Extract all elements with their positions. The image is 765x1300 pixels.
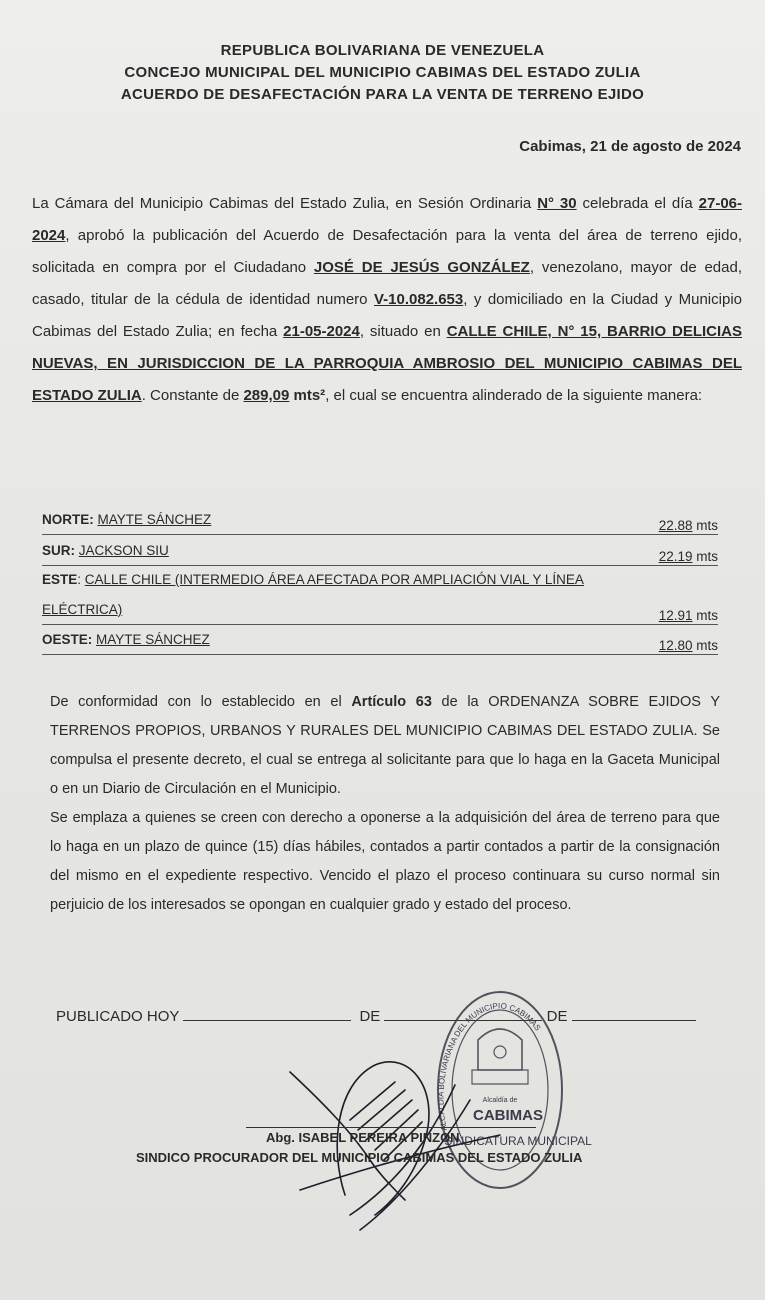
summons-paragraph: Se emplaza a quienes se creen con derecho a oponerse a la adquisición del área de terreno para que lo haga en un plazo de quince (15) días hábiles, contados a partir contados a partir de la consignación del mismo en el expediente respectivo. Vencido el plazo el proceso continuara su curso normal sin perjuicio de los interesados se opongan en cualquier grado y estado del proceso. bbox=[50, 810, 720, 913]
document-date: Cabimas, 21 de agosto de 2024 bbox=[519, 138, 741, 155]
intro-text: , aprobó la publicación del Acuerdo de Desafectación para la venta del área de terreno ejido, solicitada en compra por el Ciudadano bbox=[32, 227, 742, 276]
body-text: de la ORDENANZA SOBRE EJIDOS Y TERRENOS PROPIOS, URBANOS Y RURALES DEL MUNICIPIO CABIMAS DEL ESTADO ZULIA. Se compulsa el presente decreto, el cual se entrega al solicitante para que lo haga en la Gaceta Municipal o en un Diario de Circulación en el Municipio. bbox=[50, 694, 720, 797]
header-line-2: CONCEJO MUNICIPAL DEL MUNICIPIO CABIMAS DEL ESTADO ZULIA bbox=[124, 64, 641, 81]
intro-text: . Constante de bbox=[141, 387, 244, 404]
intro-text: , el cual se encuentra alinderado de la siguiente manera: bbox=[325, 387, 703, 404]
boundary-unit: mts bbox=[692, 549, 718, 564]
published-label: PUBLICADO HOY bbox=[56, 1008, 180, 1025]
session-date: 27-06-2024 bbox=[32, 195, 742, 244]
boundary-unit: mts bbox=[692, 608, 718, 623]
intro-text: La Cámara del Municipio Cabimas del Estado Zulia, en Sesión Ordinaria bbox=[32, 195, 538, 212]
area-unit: mts² bbox=[289, 387, 326, 404]
session-number: N° 30 bbox=[537, 195, 577, 212]
intro-text: , venezolano, mayor de edad, casado, titular de la cédula de identidad numero bbox=[32, 259, 742, 308]
header-line-3: ACUERDO DE DESAFECTACIÓN PARA LA VENTA DE TERRENO EJIDO bbox=[120, 86, 645, 103]
stamp-ring-path-text: ALCALDIA BOLIVARIANA DEL MUNICIPIO CABIMAS bbox=[436, 1001, 543, 1132]
boundary-length: 12.91 bbox=[658, 608, 693, 623]
published-de-2: DE bbox=[546, 1008, 568, 1025]
boundary-unit: mts bbox=[692, 638, 718, 653]
boundary-value: MAYTE SÁNCHEZ bbox=[96, 632, 210, 647]
signature-line bbox=[246, 1127, 536, 1128]
header-line-1: REPUBLICA BOLIVARIANA DE VENEZUELA bbox=[220, 42, 545, 59]
intro-text: celebrada el día bbox=[576, 195, 699, 212]
citizen-name: JOSÉ DE JESÚS GONZÁLEZ bbox=[313, 259, 530, 276]
boundary-value: ELÉCTRICA) bbox=[42, 602, 123, 617]
published-de-1: DE bbox=[359, 1008, 381, 1025]
boundary-label: SUR: bbox=[42, 543, 75, 558]
article-reference: Artículo 63 bbox=[351, 694, 432, 710]
property-address: CALLE CHILE, N° 15, BARRIO DELICIAS NUEVAS, EN JURISDICCION DE LA PARROQUIA AMBROSIO DEL MUNICIPIO CABIMAS DEL ESTADO ZULIA bbox=[32, 323, 743, 404]
boundary-value: CALLE CHILE (INTERMEDIO ÁREA AFECTADA POR AMPLIACIÓN VIAL Y LÍNEA bbox=[84, 572, 584, 587]
signer-title: SINDICO PROCURADOR DEL MUNICIPIO CABIMAS DEL ESTADO ZULIA bbox=[136, 1150, 583, 1165]
boundary-unit: mts bbox=[692, 518, 718, 533]
boundary-east-line-1: ESTE: CALLE CHILE (INTERMEDIO ÁREA AFECTADA POR AMPLIACIÓN VIAL Y LÍNEA bbox=[42, 572, 584, 587]
stamp-bottom-text: SINDICATURA MUNICIPAL bbox=[444, 1134, 592, 1148]
stamp-small-text: Alcaldía de bbox=[482, 1097, 518, 1104]
body-text: De conformidad con lo establecido en el bbox=[50, 694, 352, 710]
id-number: V-10.082.653 bbox=[373, 291, 464, 308]
intro-text: , situado en bbox=[359, 323, 447, 340]
boundary-value: MAYTE SÁNCHEZ bbox=[97, 512, 212, 527]
boundary-label: NORTE: bbox=[42, 512, 94, 527]
boundary-length: 12.80 bbox=[658, 638, 693, 653]
boundary-label: ESTE bbox=[42, 572, 78, 587]
property-area: 289,09 bbox=[243, 387, 290, 404]
signer-name: Abg. ISABEL PEREIRA PINZON bbox=[266, 1130, 460, 1145]
boundary-length: 22.19 bbox=[658, 549, 693, 564]
boundary-length: 22.88 bbox=[658, 518, 693, 533]
boundary-label: OESTE: bbox=[42, 632, 93, 647]
stamp-big-text: CABIMAS bbox=[473, 1107, 543, 1124]
intro-text: , y domiciliado en la Ciudad y Municipio Cabimas del Estado Zulia; en fecha bbox=[32, 291, 742, 340]
boundary-value: JACKSON SIU bbox=[78, 543, 169, 558]
request-date: 21-05-2024 bbox=[283, 323, 360, 340]
